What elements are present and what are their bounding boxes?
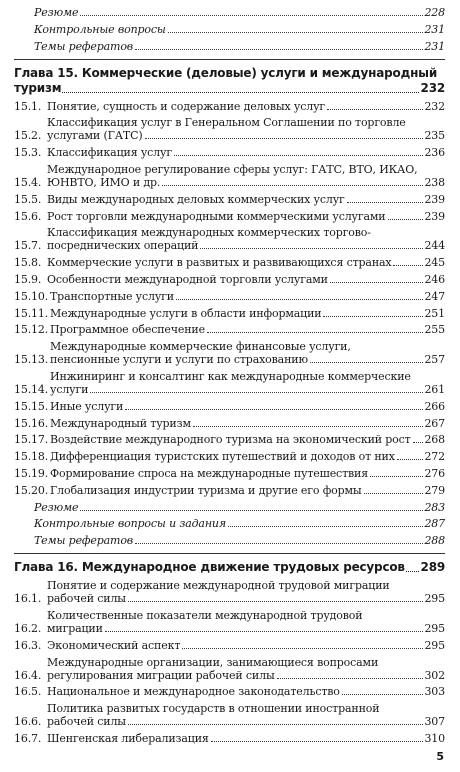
chapter-15-extras xyxy=(14,501,445,548)
section-number: 15.15. xyxy=(14,399,49,413)
page-ref: 239 xyxy=(424,192,445,206)
toc-entry xyxy=(14,579,445,605)
dot-leader xyxy=(182,647,423,649)
dot-leader xyxy=(135,48,423,50)
dot-leader xyxy=(80,14,423,16)
dot-leader xyxy=(413,441,424,443)
entry-title: Экономический аспект xyxy=(47,638,181,652)
entry-title: Иные услуги xyxy=(50,399,124,413)
entry-title: Контрольные вопросы и задания xyxy=(34,517,227,531)
section-number: 16.1. xyxy=(14,592,42,606)
toc-entry-questions-14: Контрольные вопросы 231 xyxy=(34,22,445,36)
dot-leader xyxy=(80,509,423,511)
dot-leader xyxy=(90,391,423,393)
page-ref: 266 xyxy=(424,399,445,413)
entry-title-line1: Политика развитых государств в отношении иностранной xyxy=(47,702,380,716)
toc-entry-summary-14: Резюме 228 xyxy=(34,6,445,19)
entry-title: Коммерческие услуги в развитых и развивающихся странах xyxy=(47,256,392,270)
dot-leader xyxy=(128,723,424,725)
entry-title: Транспортные услуги xyxy=(50,289,174,303)
dot-leader xyxy=(62,91,418,93)
page-ref: 232 xyxy=(424,99,445,113)
toc-entry xyxy=(14,417,445,430)
page-ref: 303 xyxy=(424,685,445,699)
entry-title-line1: Классификация международных коммерческих торгово- xyxy=(47,226,371,240)
toc-entry xyxy=(14,193,445,206)
section-number: 15.12. xyxy=(14,323,49,337)
dot-leader xyxy=(330,281,424,283)
toc-entry xyxy=(14,290,445,303)
entry-title: Национальное и международное законодательство xyxy=(47,685,340,699)
entry-title-line1: Международные коммерческие финансовые услуги, xyxy=(50,340,351,354)
chapter-15-heading: Глава 15. Коммерческие (деловые) услуги и международный туризм 232 xyxy=(14,65,445,95)
section-number: 15.4. xyxy=(14,175,42,189)
dot-leader xyxy=(207,331,423,333)
toc-entry xyxy=(14,116,445,142)
toc-entry xyxy=(14,685,445,698)
toc-entry xyxy=(14,273,445,286)
page-ref: 261 xyxy=(424,382,445,396)
entry-title: Классификация услуг xyxy=(47,146,172,160)
toc-entry xyxy=(14,732,445,745)
entry-title-line2: рабочей силы xyxy=(47,592,126,606)
section-number: 15.13. xyxy=(14,353,49,367)
entry-title: Программное обеспечение xyxy=(50,323,205,337)
page-ref: 310 xyxy=(424,731,445,745)
entry-title: Глобализация индустрии туризма и другие его формы xyxy=(50,483,362,497)
page-number: 5 xyxy=(436,750,444,763)
entry-title: Формирование спроса на международные путешествия xyxy=(50,466,369,480)
entry-title-line1: Инжиниринг и консалтинг как международные коммерческие xyxy=(50,369,411,383)
dot-leader xyxy=(200,247,423,249)
dot-leader xyxy=(162,184,423,186)
toc-entry-extra xyxy=(14,517,445,530)
section-number: 15.11. xyxy=(14,306,49,320)
dot-leader xyxy=(406,570,419,572)
dot-leader xyxy=(168,31,424,33)
page-ref: 245 xyxy=(424,256,445,270)
page-ref: 279 xyxy=(424,483,445,497)
section-number: 16.3. xyxy=(14,638,42,652)
section-divider xyxy=(14,59,445,60)
dot-leader xyxy=(135,542,423,544)
entry-title: Темы рефератов xyxy=(34,534,134,548)
section-number: 15.6. xyxy=(14,209,42,223)
table-of-contents xyxy=(14,6,445,749)
entry-title: Шенгенская либерализация xyxy=(47,731,209,745)
chapter-16-entries xyxy=(14,579,445,745)
entry-title-line2: ЮНВТО, ИМО и др. xyxy=(47,175,161,189)
chapter-15-entries xyxy=(14,100,445,497)
page-ref: 283 xyxy=(424,500,445,514)
toc-entry xyxy=(14,400,445,413)
section-number: 15.20. xyxy=(14,483,49,497)
dot-leader xyxy=(397,458,424,460)
toc-entry xyxy=(14,146,445,159)
page-ref: 272 xyxy=(424,450,445,464)
section-number: 15.16. xyxy=(14,416,49,430)
section-number: 15.2. xyxy=(14,129,42,143)
section-number: 15.10. xyxy=(14,289,49,303)
dot-leader xyxy=(370,475,423,477)
entry-title-line1: Понятие и содержание международной трудовой миграции xyxy=(47,579,390,593)
dot-leader xyxy=(388,218,424,220)
section-number: 16.5. xyxy=(14,685,42,699)
entry-title: Дифференциация туристских путешествий и доходов от них xyxy=(50,450,395,464)
dot-leader xyxy=(327,108,423,110)
dot-leader xyxy=(176,298,424,300)
section-number: 16.6. xyxy=(14,715,42,729)
section-number: 16.4. xyxy=(14,668,42,682)
toc-entry-extra xyxy=(14,534,445,547)
toc-entry xyxy=(14,484,445,497)
entry-title-line1: Международное регулирование сферы услуг: ГАТС, ВТО, ИКАО, xyxy=(47,162,418,176)
page-ref: 235 xyxy=(424,129,445,143)
section-number: 15.5. xyxy=(14,192,42,206)
section-number: 15.7. xyxy=(14,239,42,253)
section-number: 15.19. xyxy=(14,466,49,480)
section-number: 15.8. xyxy=(14,256,42,270)
toc-entry xyxy=(14,340,445,366)
toc-entry xyxy=(14,433,445,446)
section-number: 15.3. xyxy=(14,146,42,160)
toc-entry xyxy=(14,639,445,652)
page-ref: 307 xyxy=(424,715,445,729)
page-ref: 302 xyxy=(424,668,445,682)
page-ref: 295 xyxy=(424,592,445,606)
section-number: 16.2. xyxy=(14,621,42,635)
toc-entry xyxy=(14,256,445,269)
entry-title-line1: Классификация услуг в Генеральном Соглашении по торговле xyxy=(47,116,406,130)
dot-leader xyxy=(342,693,424,695)
page-ref: 251 xyxy=(424,306,445,320)
entry-title-line2: посреднических операций xyxy=(47,239,199,253)
dot-leader xyxy=(393,264,423,266)
dot-leader xyxy=(174,154,424,156)
toc-entry xyxy=(14,100,445,113)
entry-title: Виды международных деловых коммерческих услуг xyxy=(47,192,345,206)
page-ref: 295 xyxy=(424,638,445,652)
toc-entry xyxy=(14,450,445,463)
entry-title: Рост торговли международными коммерческими услугами xyxy=(47,209,386,223)
toc-entry-extra xyxy=(14,501,445,514)
entry-title-line2: регулирования миграции рабочей силы xyxy=(47,668,275,682)
entry-title-line2: пенсионные услуги и услуги по страхованию xyxy=(50,353,308,367)
entry-title-line1: Количественные показатели международной трудовой xyxy=(47,608,363,622)
page-ref: 288 xyxy=(424,534,445,548)
toc-entry xyxy=(14,307,445,320)
section-number: 15.17. xyxy=(14,433,49,447)
dot-leader xyxy=(128,600,424,602)
dot-leader xyxy=(323,315,423,317)
entry-title: Международный туризм xyxy=(50,416,191,430)
toc-entry xyxy=(14,323,445,336)
page-ref: 239 xyxy=(424,209,445,223)
dot-leader xyxy=(228,525,423,527)
page-ref: 268 xyxy=(424,433,445,447)
dot-leader xyxy=(105,630,424,632)
entry-title-line2: рабочей силы xyxy=(47,715,126,729)
entry-title-line1: Международные организации, занимающиеся вопросами xyxy=(47,655,379,669)
section-number: 15.1. xyxy=(14,99,42,113)
entry-title: Резюме xyxy=(34,500,79,514)
toc-entry xyxy=(14,163,445,189)
entry-title: Особенности международной торговли услугами xyxy=(47,272,328,286)
page-ref: 287 xyxy=(424,517,445,531)
page-ref: 238 xyxy=(424,175,445,189)
section-number: 16.7. xyxy=(14,731,42,745)
toc-entry-topics-14: Темы рефератов 231 xyxy=(34,39,445,53)
chapter-16-heading: Глава 16. Международное движение трудовых ресурсов 289 xyxy=(14,560,445,575)
page-ref: 247 xyxy=(424,289,445,303)
page-ref: 236 xyxy=(424,146,445,160)
toc-entry xyxy=(14,226,445,252)
page-ref: 276 xyxy=(424,466,445,480)
dot-leader xyxy=(277,677,424,679)
dot-leader xyxy=(364,492,424,494)
dot-leader xyxy=(347,201,424,203)
page-ref: 257 xyxy=(424,353,445,367)
dot-leader xyxy=(125,408,423,410)
entry-title: Понятие, сущность и содержание деловых услуг xyxy=(47,99,326,113)
toc-entry xyxy=(14,370,445,396)
toc-entry xyxy=(14,609,445,635)
entry-title-line2: услугами (ГАТС) xyxy=(47,129,143,143)
page-ref: 244 xyxy=(424,239,445,253)
page-ref: 295 xyxy=(424,621,445,635)
entry-title: Международные услуги в области информации xyxy=(50,306,322,320)
toc-entry xyxy=(14,467,445,480)
section-divider xyxy=(14,553,445,554)
toc-entry xyxy=(14,210,445,223)
page-ref: 246 xyxy=(424,272,445,286)
dot-leader xyxy=(211,740,424,742)
entry-title-line2: услуги xyxy=(50,382,89,396)
toc-entry xyxy=(14,656,445,682)
toc-entry xyxy=(14,702,445,728)
dot-leader xyxy=(193,425,424,427)
page-ref: 255 xyxy=(424,323,445,337)
page-ref: 267 xyxy=(424,416,445,430)
dot-leader xyxy=(310,361,424,363)
section-number: 15.18. xyxy=(14,450,49,464)
section-number: 15.9. xyxy=(14,272,42,286)
entry-title: Воздействие международного туризма на экономический рост xyxy=(50,433,411,447)
section-number: 15.14. xyxy=(14,382,49,396)
entry-title-line2: миграции xyxy=(47,621,103,635)
dot-leader xyxy=(145,137,424,139)
